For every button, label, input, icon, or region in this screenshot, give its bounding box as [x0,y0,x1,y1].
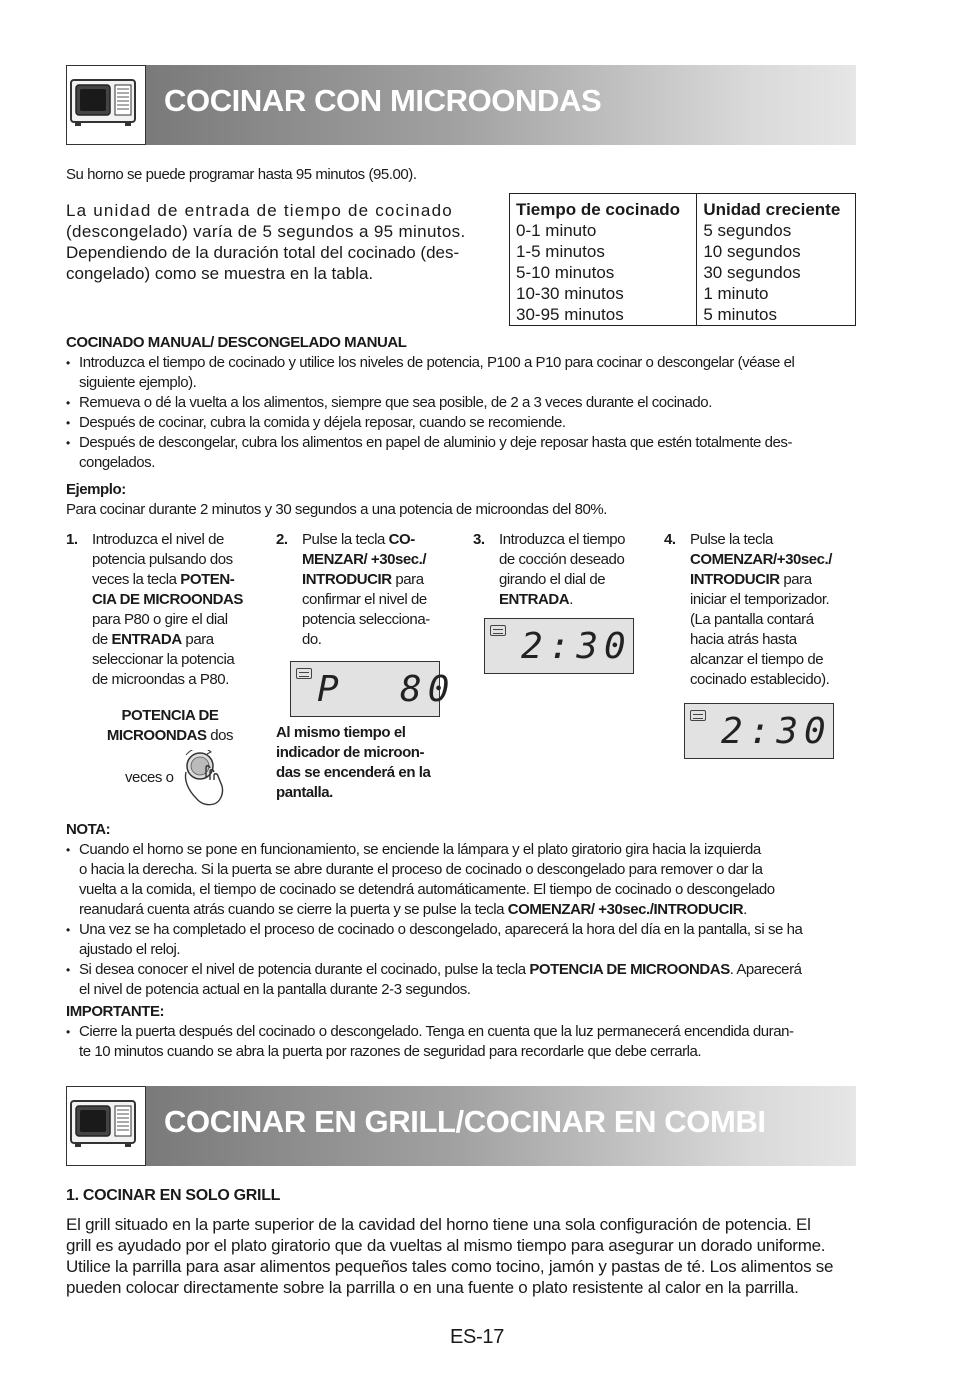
text-line: seleccionar la potencia [92,651,235,668]
dial-hand-icon [180,750,228,810]
grill-paragraph: El grill situado en la parte superior de la cavidad del horno tiene una sola configuración de potencia. El grill es ayudado por el plato giratorio que da vueltas al mismo tiempo para asegurar un dorado uniforme. Utilice la parrilla para asar alimentos pequeños tales como tocino, jamón y pastas de té. Los alimentos se pueden colocar directamente sobre la parrilla o en una fuente o plato resistente al calor en la parrilla. [66,1215,834,1297]
manual-section [66,333,856,520]
text-line: • Cuando el horno se pone en funcionamiento, se enciende la lámpara y el plato giratorio gira hacia la izquierda [79,841,761,858]
text-line: do. [302,631,322,648]
unit-paragraph: La unidad de entrada de tiempo de cocinado (descongelado) varía de 5 segundos a 95 minutos. Dependiendo de la duración total del cocinado (des- congelado) como se muestra en la tabla. [66,201,466,283]
list-item: • Cierre la puerta después del cocinado o descongelado. Tenga en cuenta que la luz permanecerá encendida duran- te 10 minutos cuando se abra la puerta por razones de seguridad para recordarle que debe cerrarla. [66,1022,856,1062]
section-title: COCINAR EN GRILL/COCINAR EN COMBI [164,1104,766,1139]
text-line: alcanzar el tiempo de [690,651,824,668]
intro-text: Su horno se puede programar hasta 95 minutos (95.00). [66,166,417,183]
display-time-230-a: 2:30 [484,618,634,674]
text-line: confirmar el nivel de [302,591,427,608]
manual-bullets [66,353,856,473]
example-text: Para cocinar durante 2 minutos y 30 segundos a una potencia de microondas del 80%. [66,501,607,518]
table-header-row: Tiempo de cocinado Unidad creciente [510,194,856,221]
text-line: cocinado establecido). [690,671,830,688]
text-line: potencia selecciona- [302,611,430,628]
table-row: 30-95 minutos 5 minutos [510,304,856,326]
microwave-indicator-icon [296,668,312,679]
grill-heading: 1. COCINAR EN SOLO GRILL [66,1187,281,1204]
section-banner-grill [66,1086,856,1166]
microwave-oven-icon [66,1086,146,1166]
text-line: Introduzca el tiempo [499,531,626,548]
step-2-text [302,530,430,650]
text-line: para P80 o gire el dial [92,611,228,628]
list-item [66,840,856,920]
table-row: 5-10 minutos 30 segundos [510,262,856,283]
text-line: vuelta a la comida, el tiempo de cocinado se detendrá automáticamente. El tiempo de cocinado o descongelado [79,881,775,898]
nota-bullets [66,840,856,1000]
text-line: MENZAR/ +30sec./ [302,551,427,568]
step-4-text [690,530,832,690]
text-line: COMENZAR/+30sec./ [690,551,832,568]
display-power-p80: P 80 [290,661,440,717]
table-row: 1-5 minutos 10 segundos [510,241,856,262]
section-title: COCINAR CON MICROONDAS [164,83,602,118]
step-2-note: Al mismo tiempo el indicador de microon- das se encenderá en la pantalla. [276,724,431,801]
text-line: de ENTRADA para [92,631,214,648]
text-line: Pulse la tecla CO- [302,531,415,548]
step-1-caption: POTENCIA DE MICROONDAS dos [106,707,234,744]
list-item [66,920,856,960]
text-line: el nivel de potencia actual en la pantalla durante 2-3 segundos. [79,981,471,998]
text-line: (La pantalla contará [690,611,814,628]
text-line: • Si desea conocer el nivel de potencia durante el cocinado, pulse la tecla POTENCIA DE MICROONDAS. Aparecerá [79,961,802,978]
step-3-text [499,530,625,610]
text-line: hacia atrás hasta [690,631,797,648]
text-line: • Una vez se ha completado el proceso de cocinado o descongelado, aparecerá la hora del día en la pantalla, si se ha [79,921,803,938]
section-banner-microwave [66,65,856,145]
text-line: girando el dial de [499,571,606,588]
text-line: iniciar el temporizador. [690,591,830,608]
list-item: • Después de descongelar, cubra los alimentos en papel de aluminio y deje reposar hasta que estén totalmente des- congelados. [66,433,856,473]
step-1-caption-or: veces o [125,769,174,786]
table-row: 0-1 minuto 5 segundos [510,220,856,241]
nota-heading: NOTA: [66,821,111,838]
microwave-indicator-icon [690,710,706,721]
display-time-230-b: 2:30 [684,703,834,759]
text-line: de cocción deseado [499,551,625,568]
text-line: de microondas a P80. [92,671,229,688]
text-line: INTRODUCIR para [302,571,424,588]
list-item [66,960,856,1000]
text-line: potencia pulsando dos [92,551,233,568]
table-row: 10-30 minutos 1 minuto [510,283,856,304]
text-line: ajustado el reloj. [79,941,181,958]
nota-section [66,820,856,1062]
text-line: reanudará cuenta atrás cuando se cierre la puerta y se pulse la tecla COMENZAR/ +30sec./INTRODUCIR. [79,901,747,918]
microwave-oven-icon [66,65,146,145]
text-line: Introduzca el nivel de [92,531,224,548]
step-1-text [92,530,243,690]
page-number: ES-17 [449,1326,505,1348]
text-line: o hacia la derecha. Si la puerta se abre durante el proceso de cocinado o descongelado para remover o dar la [79,861,763,878]
text-line: Pulse la tecla [690,531,773,548]
list-item: • Después de cocinar, cubra la comida y déjela reposar, cuando se recomiende. [66,413,856,433]
example-heading: Ejemplo: [66,481,126,498]
list-item: • Remueva o dé la vuelta a los alimentos, siempre que sea posible, de 2 a 3 veces durante el cocinado. [66,393,856,413]
text-line: INTRODUCIR para [690,571,812,588]
list-item: • Introduzca el tiempo de cocinado y utilice los niveles de potencia, P100 a P10 para cocinar o descongelar (véase el siguiente ejemplo). [66,353,856,393]
text-line: veces la tecla POTEN- [92,571,235,588]
text-line: CIA DE MICROONDAS [92,591,243,608]
text-line: ENTRADA. [499,591,573,608]
importante-heading: IMPORTANTE: [66,1003,165,1020]
microwave-indicator-icon [490,625,506,636]
manual-heading: COCINADO MANUAL/ DESCONGELADO MANUAL [66,334,407,351]
time-increment-table [509,193,856,326]
